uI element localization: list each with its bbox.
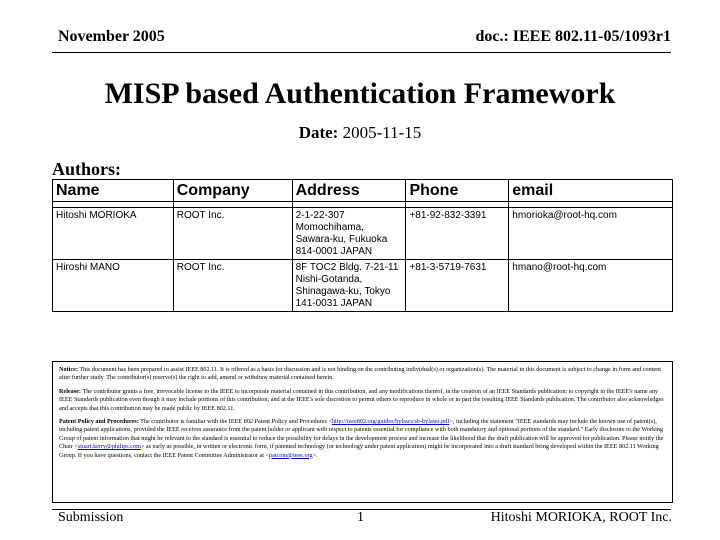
footer-submission: Submission <box>58 510 124 525</box>
date-value: 2005-11-15 <box>342 123 422 142</box>
col-header-address: Address <box>292 180 406 202</box>
cell-name: Hitoshi MORIOKA <box>53 208 174 260</box>
chair-email-link[interactable]: stuart.kerry@philips.com <box>77 443 141 451</box>
cell-phone: +81-92-832-3391 <box>406 208 509 260</box>
cell-address: 8F TOC2 Bldg. 7-21-11 Nishi-Gotanda, Shinagawa-ku, Tokyo 141-0031 JAPAN <box>292 260 406 312</box>
cell-email: hmano@root-hq.com <box>509 260 673 312</box>
cell-address: 2-1-22-307 Momochihama, Sawara-ku, Fukuoka 814-0001 JAPAN <box>292 208 406 260</box>
notice-paragraph <box>59 366 666 383</box>
page-title: MISP based Authentication Framework <box>104 77 616 110</box>
cell-company: ROOT Inc. <box>173 260 292 312</box>
cell-email: hmorioka@root-hq.com <box>509 208 673 260</box>
col-header-phone: Phone <box>406 180 509 202</box>
patent-text-1: The contributor is familiar with the IEEE 802 Patent Policy and Procedures < <box>140 418 332 426</box>
patent-text-3: > as early as possible, in written or electronic form, if patented technology (or technology under patent application) might be incorporated into a draft standard being developed within the IEEE 802.11 Working Group. If you have questions, contact the IEEE Patent Committee Administrator at < <box>59 443 659 459</box>
notice-text: This document has been prepared to assist IEEE 802.11. It is offered as a basis for discussion and is not binding on the contributing individual(s) or organization(s). The material in this document is subject to change in form and content after further study. The contributor(s) reserve(s) the right to add, amend or withdraw material contained herein. <box>59 366 661 382</box>
release-paragraph <box>59 388 666 413</box>
authors-heading: Authors: <box>52 159 122 179</box>
release-text: The contributor grants a free, irrevocable license to the IEEE to incorporate material contained in this contribution, and any modifications thereof, in the creation of an IEEE Standards publication; to copyright in the IEEE's name any IEEE Standards publication even though it may include portions of this contribution; and at the IEEE's sole discretion to permit others to reproduce in whole or in part the resulting IEEE Standards publication. The contributor also acknowledges and accepts that this contribution may be made public by IEEE 802.11. <box>59 387 664 412</box>
col-header-name: Name <box>53 180 174 202</box>
notice-box <box>52 361 673 503</box>
patent-text-4: >. <box>312 451 318 459</box>
header-rule <box>52 52 671 53</box>
patent-label: Patent Policy and Procedures: <box>59 418 139 426</box>
table-row <box>53 208 673 260</box>
table-header-row <box>53 180 673 202</box>
notice-label: Notice: <box>59 366 78 373</box>
patcom-email-link[interactable]: patcom@ieee.org <box>269 451 313 459</box>
patent-text-2: >, including the statement "IEEE standards may include the known use of patent(s), including patent applications, provided the IEEE receives assurance from the patent holder or applicant with respect to patents essential for compliance with both mandatory and optional portions of the standard." Early disclosure to the Working Group of patent information that might be relevant to the standard is essential to reduce the possibility for delays in the development process and increase the likelihood that the draft publication will be approved for publication. Please notify the Chair < <box>59 418 664 451</box>
cell-company: ROOT Inc. <box>173 208 292 260</box>
cell-phone: +81-3-5719-7631 <box>406 260 509 312</box>
col-header-email: email <box>509 180 673 202</box>
release-label: Release: <box>59 387 81 395</box>
footer-author: Hitoshi MORIOKA, ROOT Inc. <box>490 510 672 525</box>
patent-paragraph <box>59 418 666 460</box>
date-label: Date: <box>298 123 339 142</box>
col-header-company: Company <box>173 180 292 202</box>
footer-page-number: 1 <box>357 510 364 525</box>
patent-policy-link[interactable]: http://ieee802.org/guides/bylaws/sb-bylaws.pdf <box>331 418 450 426</box>
table-row <box>53 260 673 312</box>
cell-name: Hiroshi MANO <box>53 260 174 312</box>
authors-table <box>52 179 673 312</box>
date-line <box>0 123 720 143</box>
header-doc-id: doc.: IEEE 802.11-05/1093r1 <box>475 28 671 45</box>
header-date: November 2005 <box>58 28 165 45</box>
